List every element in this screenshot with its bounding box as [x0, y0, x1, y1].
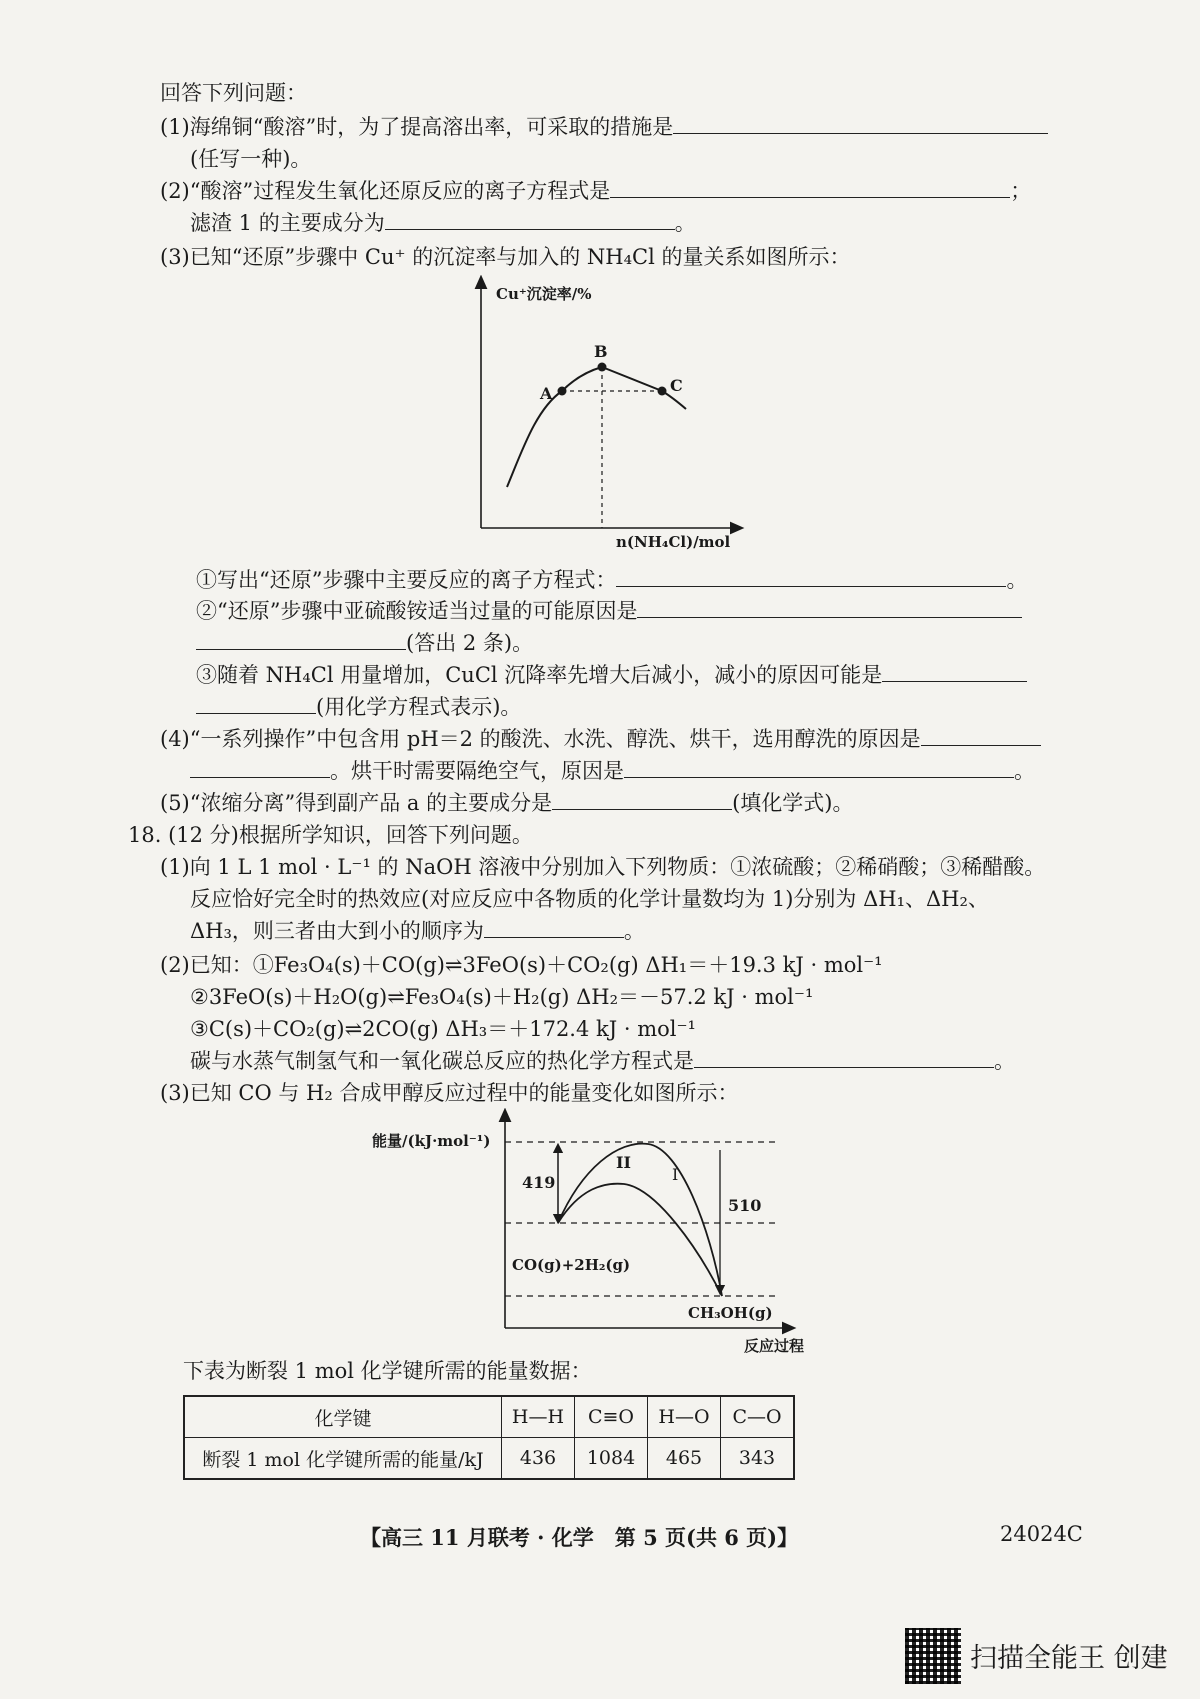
q17-part5-text: (5)“浓缩分离”得到副产品 a 的主要成分是 [160, 791, 553, 815]
period: 。 [1006, 568, 1028, 592]
q17-part4-cont [190, 756, 1035, 786]
scanner-watermark: 扫描全能王 创建 [970, 1643, 1168, 1674]
reactants-label: CO(g)+2H₂(g) [512, 1256, 631, 1274]
answer-blank[interactable] [484, 917, 624, 938]
exam-code: 24024C [1000, 1522, 1083, 1546]
y-axis-label: Cu⁺沉淀率/% [496, 285, 592, 303]
answer-blank[interactable] [616, 566, 1006, 587]
q18-part1-line3 [190, 916, 645, 946]
table-header-row [184, 1396, 794, 1438]
answer-blank[interactable] [637, 597, 1022, 618]
q17-sub3 [196, 660, 1027, 690]
semicolon: ； [1010, 179, 1032, 203]
q17-sub2-cont [196, 628, 533, 658]
table-cell: 436 [502, 1438, 575, 1480]
q18-part2-text: 碳与水蒸气制氢气和一氧化碳总反应的热化学方程式是 [190, 1049, 694, 1073]
answer-blank[interactable] [190, 757, 330, 778]
q18-part1-line2: 反应恰好完全时的热效应(对应反应中各物质的化学计量数均为 1)分别为 ΔH₁、ΔH₂、 [190, 887, 989, 911]
answer-blank[interactable] [385, 209, 675, 230]
label-curve-i: I [672, 1165, 679, 1184]
energy-diagram [370, 1108, 830, 1353]
y-axis-label: 能量/(kJ·mol⁻¹) [372, 1132, 491, 1150]
answer-blank[interactable] [196, 693, 316, 714]
q17-part2-residue [190, 208, 696, 238]
table-header-cell: C≡O [575, 1396, 648, 1438]
q17-sub2 [196, 596, 1022, 626]
q17-sub1 [196, 565, 1027, 595]
point-c-label: C [670, 376, 683, 395]
table-cell: 465 [648, 1438, 721, 1480]
point-c-marker [658, 387, 667, 396]
q17-sub3-note: (用化学方程式表示)。 [316, 695, 522, 719]
q18-part3: (3)已知 CO 与 H₂ 合成甲醇反应过程中的能量变化如图所示： [160, 1081, 739, 1105]
table-intro: 下表为断裂 1 mol 化学键所需的能量数据： [183, 1359, 592, 1383]
point-b-label: B [594, 342, 608, 361]
q18-part2-ask [190, 1046, 1015, 1076]
q17-sub1-text: ①写出“还原”步骤中主要反应的离子方程式： [196, 568, 617, 592]
table-header-cell: H—O [648, 1396, 721, 1438]
x-axis-label: n(NH₄Cl)/mol [616, 533, 731, 550]
table-header-cell: C—O [721, 1396, 795, 1438]
q17-part5-note: (填化学式)。 [732, 791, 854, 815]
q17-part2-residue-text: 滤渣 1 的主要成分为 [190, 211, 385, 235]
answer-blank[interactable] [196, 629, 406, 650]
q18-head: 18. (12 分)根据所学知识，回答下列问题。 [128, 823, 533, 847]
q18-eq3: ③C(s)＋CO₂(g)⇌2CO(g) ΔH₃＝＋172.4 kJ · mol⁻¹ [190, 1017, 696, 1041]
precipitation-rate-figure [470, 275, 750, 550]
answer-blank[interactable] [552, 789, 732, 810]
answer-blank[interactable] [624, 757, 1014, 778]
point-a-label: A [540, 384, 553, 403]
table-header-cell: H—H [502, 1396, 575, 1438]
q17-part4-reason: 。烘干时需要隔绝空气，原因是 [330, 759, 624, 783]
q17-intro: 回答下列问题： [160, 81, 307, 105]
q17-part2 [160, 176, 1031, 206]
q17-sub2-note: (答出 2 条)。 [406, 631, 534, 655]
q17-part3: (3)已知“还原”步骤中 Cu⁺ 的沉淀率与加入的 NH₄Cl 的量关系如图所示： [160, 245, 851, 269]
q17-part5 [160, 788, 853, 818]
q17-part4-text: (4)“一系列操作”中包含用 pH＝2 的酸洗、水洗、醇洗、烘干，选用醇洗的原因是 [160, 727, 921, 751]
q18-part1-order: ΔH₃，则三者由大到小的顺序为 [190, 919, 484, 943]
q17-part1 [160, 112, 1048, 142]
q18-eq1: (2)已知：①Fe₃O₄(s)＋CO(g)⇌3FeO(s)＋CO₂(g) ΔH₁＝＋19.3 kJ · mol⁻¹ [160, 953, 883, 977]
q17-part1-text: (1)海绵铜“酸溶”时，为了提高溶出率，可采取的措施是 [160, 115, 674, 139]
answer-blank[interactable] [694, 1047, 994, 1068]
product-label: CH₃OH(g) [688, 1304, 773, 1322]
answer-blank[interactable] [673, 113, 1048, 134]
answer-blank[interactable] [610, 177, 1010, 198]
table-cell: 断裂 1 mol 化学键所需的能量/kJ [184, 1438, 502, 1480]
period: 。 [623, 919, 645, 943]
point-b-marker [598, 363, 607, 372]
precipitation-curve [507, 367, 686, 487]
q17-part4 [160, 724, 1041, 754]
period: 。 [1014, 759, 1035, 783]
label-419: 419 [522, 1173, 556, 1192]
table-cell: 343 [721, 1438, 795, 1480]
q17-sub3-text: ③随着 NH₄Cl 用量增加，CuCl 沉降率先增大后减小，减小的原因可能是 [196, 663, 883, 687]
label-curve-ii: II [616, 1153, 631, 1172]
q17-part1-note: (任写一种)。 [190, 147, 312, 171]
answer-blank[interactable] [921, 725, 1041, 746]
q17-sub2-text: ②“还原”步骤中亚硫酸铵适当过量的可能原因是 [196, 599, 638, 623]
answer-blank[interactable] [882, 661, 1027, 682]
q17-part2-text: (2)“酸溶”过程发生氧化还原反应的离子方程式是 [160, 179, 611, 203]
table-header-cell: 化学键 [184, 1396, 502, 1438]
curve-ii [558, 1184, 722, 1296]
table-row [184, 1438, 794, 1480]
bond-energy-table [183, 1395, 795, 1480]
q17-sub3-cont [196, 692, 521, 722]
q18-part1-line1: (1)向 1 L 1 mol · L⁻¹ 的 NaOH 溶液中分别加入下列物质：①浓硫酸；②稀硝酸；③稀醋酸。 [160, 855, 1046, 879]
table-cell: 1084 [575, 1438, 648, 1480]
period: 。 [674, 211, 696, 235]
period: 。 [994, 1049, 1015, 1073]
label-510: 510 [728, 1196, 762, 1215]
point-a-marker [558, 387, 567, 396]
x-axis-label: 反应过程 [744, 1337, 805, 1353]
qr-code-icon [905, 1628, 961, 1684]
q18-eq2: ②3FeO(s)＋H₂O(g)⇌Fe₃O₄(s)＋H₂(g) ΔH₂＝－57.2 kJ · mol⁻¹ [190, 985, 814, 1009]
page-footer: 【高三 11 月联考 · 化学 第 5 页(共 6 页)】 [360, 1525, 799, 1550]
